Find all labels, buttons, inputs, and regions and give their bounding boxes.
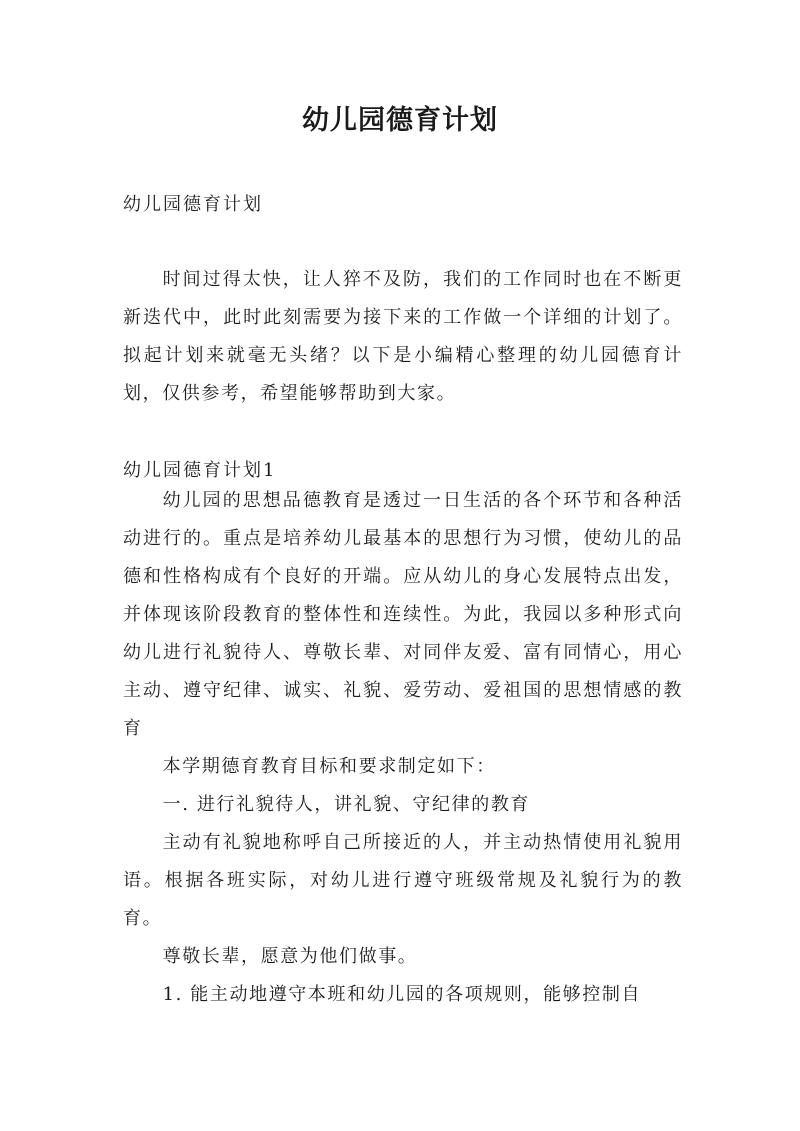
section-heading: 幼儿园德育计划1 xyxy=(123,460,277,481)
body-paragraph: 幼儿园的思想品德教育是透过一日生活的各个环节和各种活动进行的。重点是培养幼儿最基本的思想行为习惯，使幼儿的品德和性格构成有个良好的开端。应从幼儿的身心发展特点出发，并体现该阶段教育的整体性和连续性。为此，我园以多种形式向幼儿进行礼貌待人、尊敬长辈、对同伴友爱、富有同情心，用心主动、遵守纪律、诚实、礼貌、爱劳动、爱祖国的思想情感的教育 xyxy=(123,490,683,739)
body-paragraph: 主动有礼貌地称呼自己所接近的人，并主动热情使用礼貌用语。根据各班实际，对幼儿进行遵守班级常规及礼貌行为的教育。 xyxy=(123,832,683,929)
body-paragraph: 一. 进行礼貌待人，讲礼貌、守纪律的教育 xyxy=(162,794,531,815)
document-title: 幼儿园德育计划 xyxy=(302,105,498,136)
body-paragraph: 1. 能主动地遵守本班和幼儿园的各项规则，能够控制自 xyxy=(162,984,642,1005)
document-subtitle: 幼儿园德育计划 xyxy=(123,194,263,215)
body-paragraph: 尊敬长辈，愿意为他们做事。 xyxy=(162,946,418,967)
intro-paragraph: 时间过得太快，让人猝不及防，我们的工作同时也在不断更新迭代中，此时此刻需要为接下来的工作做一个详细的计划了。拟起计划来就毫无头绪？以下是小编精心整理的幼儿园德育计划，仅供参考，希望能够帮助到大家。 xyxy=(123,269,683,404)
body-paragraph: 本学期德育教育目标和要求制定如下： xyxy=(162,756,496,777)
section-content xyxy=(123,482,683,1014)
